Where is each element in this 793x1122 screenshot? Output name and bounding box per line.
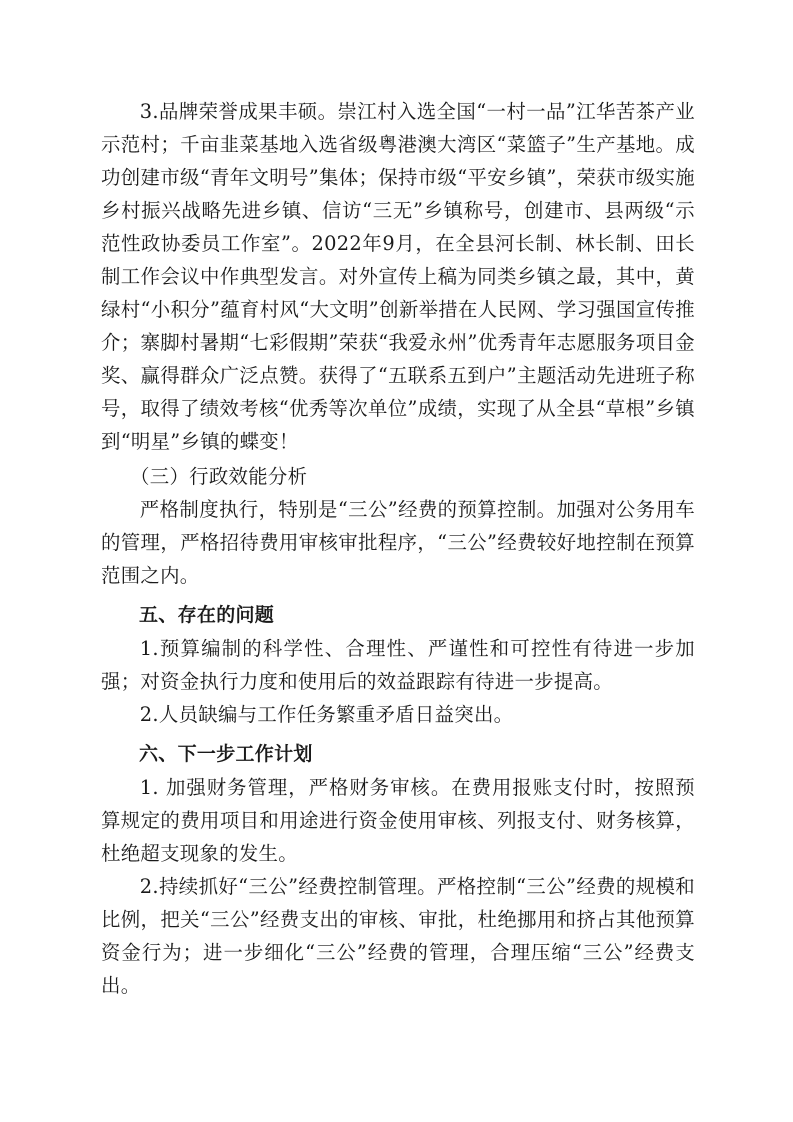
plan-item-1: 1. 加强财务管理，严格财务审核。在费用报账支付时，按照预算规定的费用项目和用途进行资金使用审核、列报支付、财务核算，杜绝超支现象的发生。 <box>101 776 695 865</box>
document-page <box>101 95 695 1002</box>
heading-existing-problems: 五、存在的问题 <box>139 604 275 626</box>
plan-item-2: 2.持续抓好“三公”经费控制管理。严格控制“三公”经费的规模和比例，把关“三公”经费支出的审核、审批，杜绝挪用和挤占其他预算资金行为；进一步细化“三公”经费的管理，合理压缩“三公”经费支出。 <box>101 875 695 997</box>
subheading-admin-efficiency: （三）行政效能分析 <box>130 465 308 488</box>
problem-item-1: 1.预算编制的科学性、合理性、严谨性和可控性有待进一步加强；对资金执行力度和使用后的效益跟踪有待进一步提高。 <box>101 637 695 693</box>
heading-next-steps: 六、下一步工作计划 <box>139 743 313 765</box>
paragraph-brand-honors: 3.品牌荣誉成果丰硕。崇江村入选全国“一村一品”江华苦茶产业示范村；千亩韭菜基地入选省级粤港澳大湾区“菜篮子”生产基地。成功创建市级“青年文明号”集体；保持市级“平安乡镇”，荣获市级实施乡村振兴战略先进乡镇、信访“三无”乡镇称号，创建市、县两级“示范性政协委员工作室”。2022年9月，在全县河长制、林长制、田长制工作会议中作典型发言。对外宣传上稿为同类乡镇之最，其中，黄绿村“小积分”蕴育村风“大文明”创新举措在人民网、学习强国宣传推介；寨脚村暑期“七彩假期”荣获“我爱永州”优秀青年志愿服务项目金奖、赢得群众广泛点赞。获得了“五联系五到户”主题活动先进班子称号，取得了绩效考核“优秀等次单位”成绩，实现了从全县“草根”乡镇到“明星”乡镇的蝶变！ <box>101 100 695 453</box>
paragraph-admin-efficiency: 严格制度执行，特别是“三公”经费的预算控制。加强对公务用车的管理，严格招待费用审核审批程序，“三公”经费较好地控制在预算范围之内。 <box>101 498 695 587</box>
problem-item-2: 2.人员缺编与工作任务繁重矛盾日益突出。 <box>139 703 514 726</box>
